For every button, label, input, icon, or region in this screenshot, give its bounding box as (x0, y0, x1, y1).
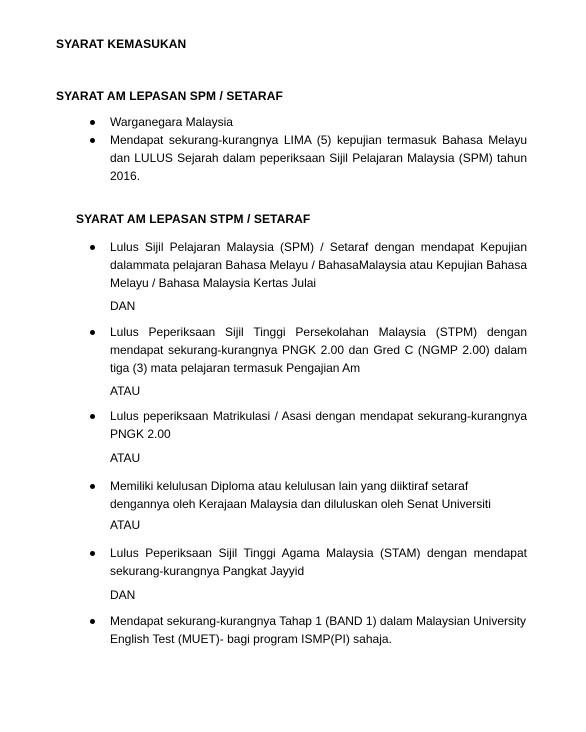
connector-atau: ATAU (110, 518, 141, 532)
list-item-spm-2: Mendapat sekurang-kurangnya LIMA (5) kepujian termasuk Bahasa Melayu dan LULUS Sejarah dalam peperiksaan Sijil Pelajaran Malaysia (SPM) tahun 2016. (110, 133, 527, 183)
list-item-stpm-6: Mendapat sekurang-kurangnya Tahap 1 (BAND 1) dalam Malaysian University English Test (MUET)- bagi program ISMP(PI) sahaja. (110, 614, 526, 646)
bullet-icon (90, 484, 95, 489)
bullet-icon (90, 120, 95, 125)
bullet-icon (90, 551, 95, 556)
section-heading-stpm: SYARAT AM LEPASAN STPM / SETARAF (76, 212, 311, 226)
page-title: SYARAT KEMASUKAN (56, 37, 187, 51)
list-item-stpm-1: Lulus Sijil Pelajaran Malaysia (SPM) / Setaraf dengan mendapat Kepujian dalammata pelajaran Bahasa Melayu / BahasaMalaysia atau Kepujian Bahasa Melayu / Bahasa Malaysia Kertas Julai (110, 240, 527, 290)
connector-dan: DAN (110, 299, 136, 313)
bullet-icon (90, 330, 95, 335)
connector-dan: DAN (110, 588, 136, 602)
connector-atau: ATAU (110, 384, 141, 398)
list-item-spm-1: Warganegara Malaysia (110, 115, 233, 129)
bullet-icon (90, 138, 95, 143)
bullet-icon (90, 245, 95, 250)
list-item-stpm-5: Lulus Peperiksaan Sijil Tinggi Agama Malaysia (STAM) dengan mendapat sekurang-kurangnya Pangkat Jayyid (110, 546, 527, 578)
bullet-icon (90, 414, 95, 419)
list-item-stpm-3: Lulus peperiksaan Matrikulasi / Asasi dengan mendapat sekurang-kurangnya PNGK 2.00 (110, 409, 527, 441)
list-item-stpm-4: Memiliki kelulusan Diploma atau kelulusan lain yang diiktiraf setaraf dengannya oleh Kerajaan Malaysia dan diluluskan oleh Senat Universiti (110, 479, 491, 511)
connector-atau: ATAU (110, 451, 141, 465)
bullet-icon (90, 619, 95, 624)
section-heading-spm: SYARAT AM LEPASAN SPM / SETARAF (56, 89, 283, 103)
list-item-stpm-2: Lulus Peperiksaan Sijil Tinggi Persekolahan Malaysia (STPM) dengan mendapat sekurang-kurangnya PNGK 2.00 dan Gred C (NGMP 2.00) dalam tiga (3) mata pelajaran termasuk Pengajian Am (110, 325, 527, 375)
